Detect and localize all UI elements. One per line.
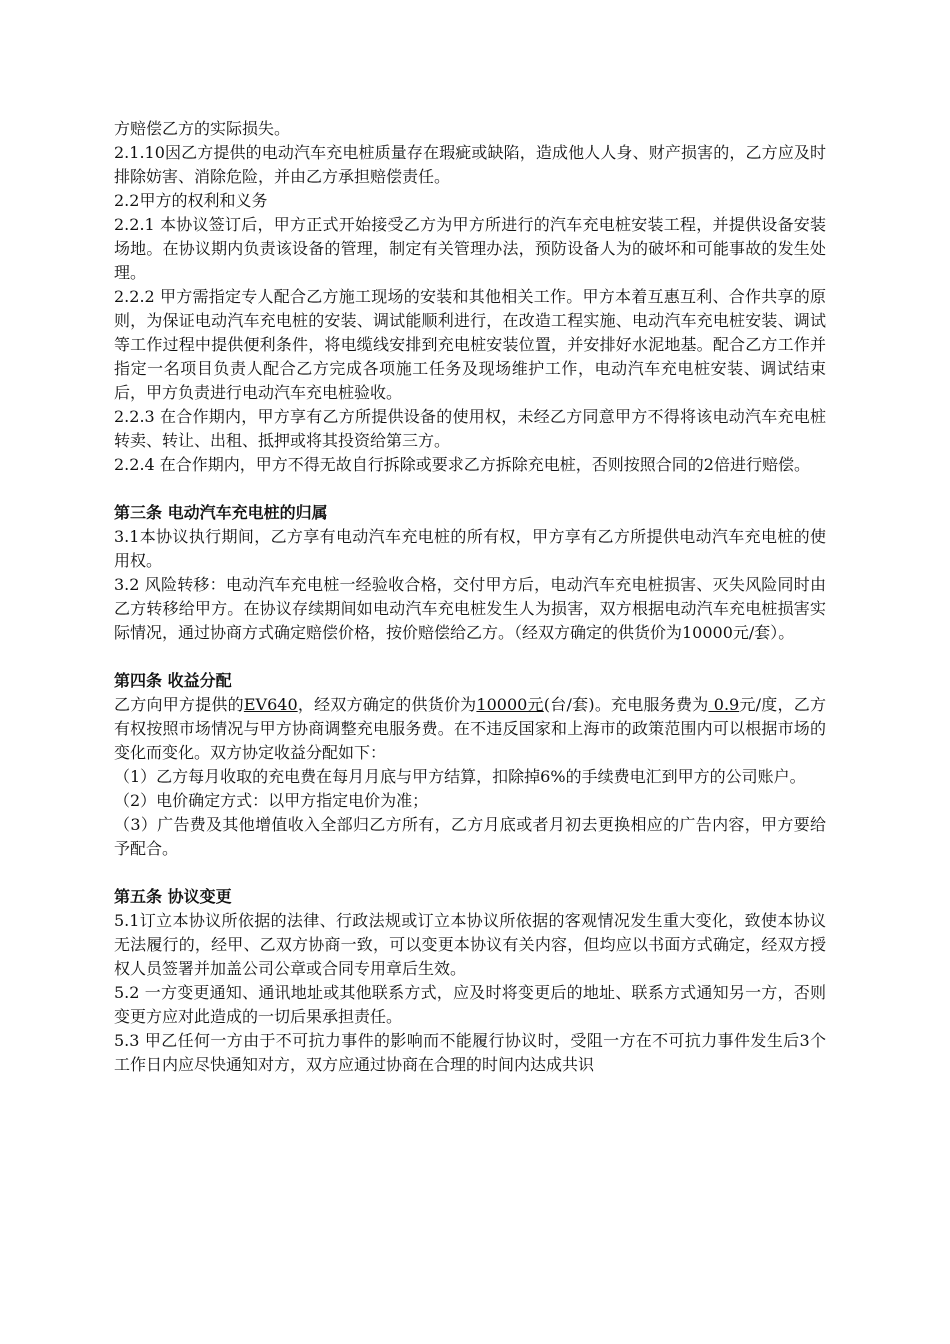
product-model: EV640 xyxy=(243,695,298,714)
section-5-heading: 第五条 协议变更 xyxy=(114,887,232,906)
paragraph-2-2-4: 2.2.4 在合作期内，甲方不得无故自行拆除或要求乙方拆除充电桩，否则按照合同的2倍进行赔偿。 xyxy=(114,455,810,474)
section-4-heading: 第四条 收益分配 xyxy=(114,671,232,690)
intro-text-b: ，经双方确定的供货价为 xyxy=(297,695,477,714)
paragraph-4-intro xyxy=(114,693,826,765)
paragraph-2-2-2: 2.2.2 甲方需指定专人配合乙方施工现场的安装和其他相关工作。甲方本着互惠互利、合作共享的原则，为保证电动汽车充电桩的安装、调试能顺利进行，在改造工程实施、电动汽车充电桩安装、调试等工作过程中提供便利条件，将电缆线安排到充电桩安装位置，并安排好水泥地基。配合乙方工作并指定一名项目负责人配合乙方完成各项施工任务及现场维护工作，电动汽车充电桩安装、调试结束后，甲方负责进行电动汽车充电桩验收。 xyxy=(114,287,826,402)
intro-text-c: (台/套)。充电服务费为 xyxy=(543,695,709,714)
paragraph-2-2-3: 2.2.3 在合作期内，甲方享有乙方所提供设备的使用权，未经乙方同意甲方不得将该电动汽车充电桩转卖、转让、出租、抵押或将其投资给第三方。 xyxy=(114,407,826,450)
list-item-4-2: （2）电价确定方式：以甲方指定电价为准； xyxy=(114,791,429,810)
paragraph-2-1-10: 2.1.10因乙方提供的电动汽车充电桩质量存在瑕疵或缺陷，造成他人人身、财产损害的，乙方应及时排除妨害、消除危险，并由乙方承担赔偿责任。 xyxy=(114,143,826,186)
paragraph-5-2: 5.2 一方变更通知、通讯地址或其他联系方式，应及时将变更后的地址、联系方式通知另一方，否则变更方应对此造成的一切后果承担责任。 xyxy=(114,983,826,1026)
list-item-4-1: （1）乙方每月收取的充电费在每月月底与甲方结算，扣除掉6%的手续费电汇到甲方的公司账户。 xyxy=(114,767,806,786)
paragraph-5-1: 5.1订立本协议所依据的法律、行政法规或订立本协议所依据的客观情况发生重大变化，致使本协议无法履行的，经甲、乙双方协商一致，可以变更本协议有关内容，但均应以书面方式确定，经双方授权人员签署并加盖公司公章或合同专用章后生效。 xyxy=(114,911,826,978)
section-spacer xyxy=(114,645,826,669)
section-spacer xyxy=(114,477,826,501)
intro-text-a: 乙方向甲方提供的 xyxy=(114,695,244,714)
paragraph-2-2-1: 2.2.1 本协议签订后，甲方正式开始接受乙方为甲方所进行的汽车充电桩安装工程，并提供设备安装场地。在协议期内负责该设备的管理，制定有关管理办法，预防设备人为的破坏和可能事故的发生处理。 xyxy=(114,215,826,282)
paragraph-compensation-tail: 方赔偿乙方的实际损失。 xyxy=(114,119,291,138)
subheading-2-2: 2.2甲方的权利和义务 xyxy=(114,191,268,210)
supply-price: 10000元 xyxy=(476,695,544,714)
section-3-heading: 第三条 电动汽车充电桩的归属 xyxy=(114,503,328,522)
paragraph-3-1: 3.1本协议执行期间，乙方享有电动汽车充电桩的所有权，甲方享有乙方所提供电动汽车充电桩的使用权。 xyxy=(114,527,826,570)
service-fee: 0.9 xyxy=(708,695,740,714)
paragraph-3-2: 3.2 风险转移：电动汽车充电桩一经验收合格，交付甲方后，电动汽车充电桩损害、灭失风险同时由乙方转移给甲方。在协议存续期间如电动汽车充电桩发生人为损害，双方根据电动汽车充电桩损害实际情况，通过协商方式确定赔偿价格，按价赔偿给乙方。（经双方确定的供货价为10000元/套）。 xyxy=(114,575,826,642)
paragraph-5-3: 5.3 甲乙任何一方由于不可抗力事件的影响而不能履行协议时，受阻一方在不可抗力事件发生后3个工作日内应尽快通知对方，双方应通过协商在合理的时间内达成共识 xyxy=(114,1031,826,1074)
list-item-4-3: （3）广告费及其他增值收入全部归乙方所有，乙方月底或者月初去更换相应的广告内容，甲方要给予配合。 xyxy=(114,815,826,858)
section-spacer xyxy=(114,861,826,885)
document-page xyxy=(114,117,826,1077)
intro-text-d: 元/度，乙方有权按照市场情况与甲方协商调整充电服务费。在不违反国家和上海市的政策范围内可以根据市场的变化而变化。双方协定收益分配如下： xyxy=(114,695,826,762)
